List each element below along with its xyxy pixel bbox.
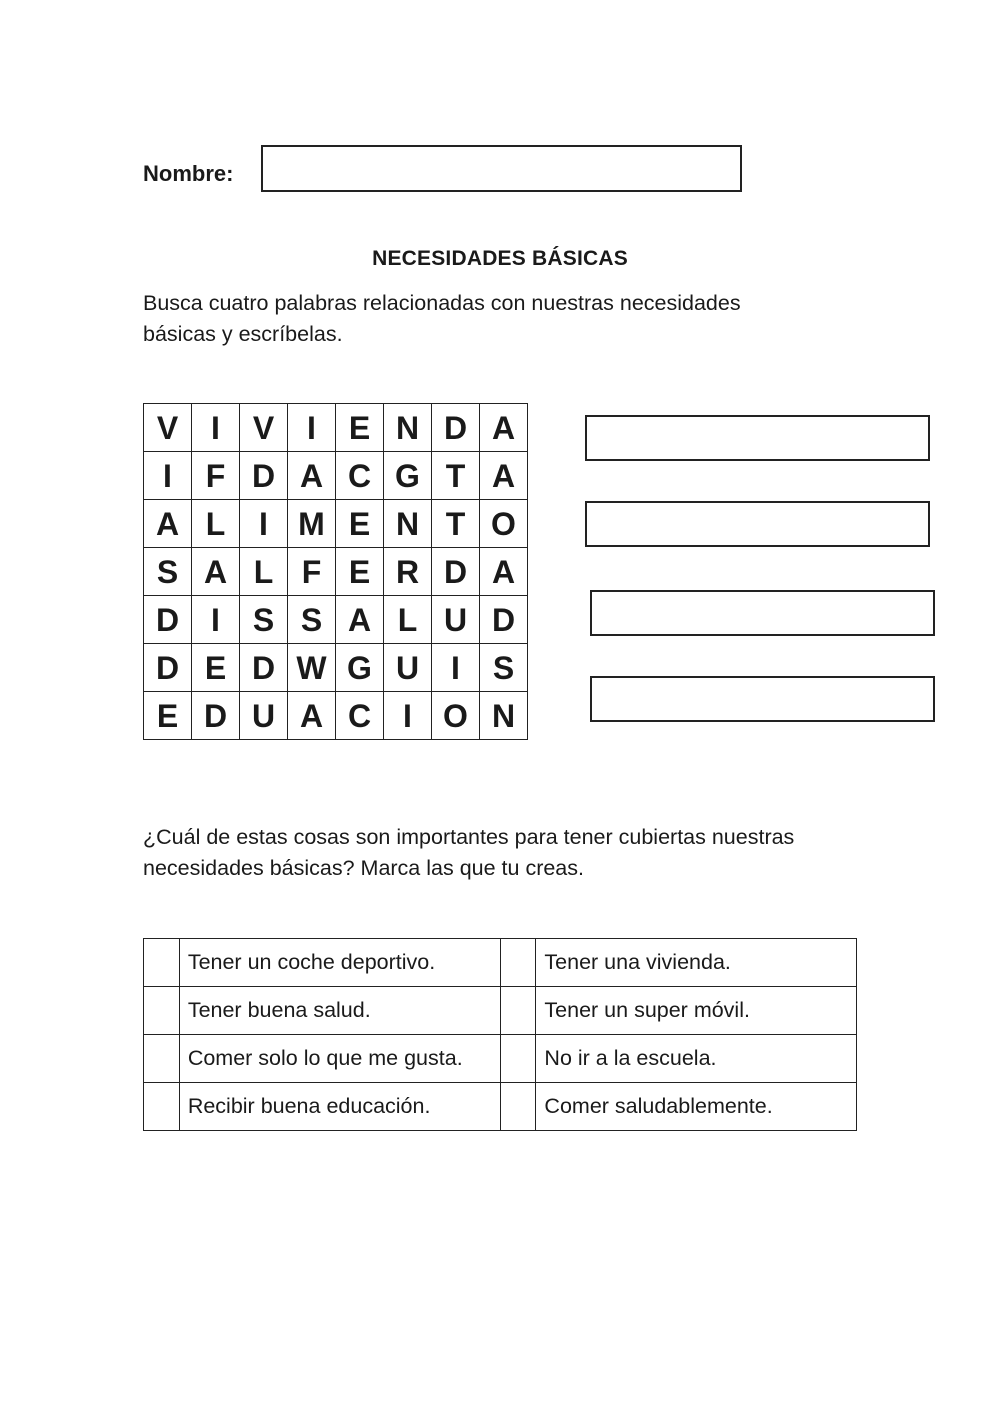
checklist-question: [143, 822, 883, 884]
answer-field-1[interactable]: [585, 415, 930, 461]
option-label: Tener un super móvil.: [536, 987, 857, 1035]
grid-letter[interactable]: V: [144, 404, 192, 452]
word-search-instructions: [143, 288, 883, 350]
grid-row: [144, 452, 528, 500]
grid-letter[interactable]: N: [480, 692, 528, 740]
word-search-grid: [143, 403, 528, 740]
option-checkbox[interactable]: [500, 1083, 536, 1131]
grid-letter[interactable]: O: [432, 692, 480, 740]
grid-letter[interactable]: E: [144, 692, 192, 740]
grid-letter[interactable]: I: [240, 500, 288, 548]
grid-row: [144, 548, 528, 596]
option-label: Tener una vivienda.: [536, 939, 857, 987]
grid-letter[interactable]: I: [144, 452, 192, 500]
question-line: ¿Cuál de estas cosas son importantes para tener cubiertas nuestras: [143, 825, 795, 849]
needs-checklist: [143, 938, 857, 1131]
worksheet-title: NECESIDADES BÁSICAS: [372, 247, 628, 270]
instruction-line: básicas y escríbelas.: [143, 322, 343, 346]
option-label: Tener buena salud.: [179, 987, 500, 1035]
grid-letter[interactable]: D: [144, 596, 192, 644]
grid-letter[interactable]: V: [240, 404, 288, 452]
option-checkbox[interactable]: [500, 1035, 536, 1083]
grid-letter[interactable]: T: [432, 452, 480, 500]
grid-row: [144, 404, 528, 452]
grid-letter[interactable]: U: [240, 692, 288, 740]
grid-letter[interactable]: S: [480, 644, 528, 692]
grid-letter[interactable]: A: [288, 452, 336, 500]
answer-field-2[interactable]: [585, 501, 930, 547]
answer-field-3[interactable]: [590, 590, 935, 636]
option-label: No ir a la escuela.: [536, 1035, 857, 1083]
grid-letter[interactable]: C: [336, 692, 384, 740]
grid-letter[interactable]: G: [336, 644, 384, 692]
grid-letter[interactable]: E: [336, 404, 384, 452]
option-label: Comer solo lo que me gusta.: [179, 1035, 500, 1083]
grid-letter[interactable]: D: [240, 644, 288, 692]
grid-letter[interactable]: L: [192, 500, 240, 548]
grid-letter[interactable]: U: [432, 596, 480, 644]
name-input[interactable]: [261, 145, 742, 192]
grid-letter[interactable]: S: [288, 596, 336, 644]
grid-letter[interactable]: O: [480, 500, 528, 548]
grid-letter[interactable]: A: [336, 596, 384, 644]
option-label: Tener un coche deportivo.: [179, 939, 500, 987]
grid-letter[interactable]: M: [288, 500, 336, 548]
grid-letter[interactable]: C: [336, 452, 384, 500]
option-checkbox[interactable]: [144, 1035, 180, 1083]
grid-letter[interactable]: A: [144, 500, 192, 548]
grid-letter[interactable]: I: [384, 692, 432, 740]
grid-letter[interactable]: D: [432, 548, 480, 596]
grid-letter[interactable]: L: [384, 596, 432, 644]
grid-letter[interactable]: N: [384, 404, 432, 452]
option-checkbox[interactable]: [500, 939, 536, 987]
grid-letter[interactable]: G: [384, 452, 432, 500]
grid-letter[interactable]: D: [432, 404, 480, 452]
instruction-line: Busca cuatro palabras relacionadas con nuestras necesidades: [143, 291, 741, 315]
grid-letter[interactable]: E: [336, 500, 384, 548]
question-line: necesidades básicas? Marca las que tu creas.: [143, 856, 584, 880]
grid-letter[interactable]: F: [288, 548, 336, 596]
grid-letter[interactable]: S: [240, 596, 288, 644]
grid-letter[interactable]: D: [192, 692, 240, 740]
grid-letter[interactable]: A: [288, 692, 336, 740]
grid-row: [144, 644, 528, 692]
grid-row: [144, 692, 528, 740]
grid-letter[interactable]: A: [192, 548, 240, 596]
grid-letter[interactable]: I: [192, 404, 240, 452]
option-checkbox[interactable]: [500, 987, 536, 1035]
checklist-row: [144, 987, 857, 1035]
option-checkbox[interactable]: [144, 1083, 180, 1131]
grid-letter[interactable]: I: [432, 644, 480, 692]
grid-letter[interactable]: E: [192, 644, 240, 692]
answer-field-4[interactable]: [590, 676, 935, 722]
grid-letter[interactable]: A: [480, 404, 528, 452]
grid-letter[interactable]: N: [384, 500, 432, 548]
grid-letter[interactable]: U: [384, 644, 432, 692]
grid-letter[interactable]: A: [480, 452, 528, 500]
grid-letter[interactable]: F: [192, 452, 240, 500]
name-label: Nombre:: [143, 161, 234, 186]
grid-letter[interactable]: I: [288, 404, 336, 452]
option-label: Recibir buena educación.: [179, 1083, 500, 1131]
grid-letter[interactable]: L: [240, 548, 288, 596]
checklist-row: [144, 1083, 857, 1131]
option-label: Comer saludablemente.: [536, 1083, 857, 1131]
option-checkbox[interactable]: [144, 987, 180, 1035]
grid-letter[interactable]: E: [336, 548, 384, 596]
grid-letter[interactable]: S: [144, 548, 192, 596]
checklist-row: [144, 1035, 857, 1083]
grid-letter[interactable]: R: [384, 548, 432, 596]
grid-letter[interactable]: D: [144, 644, 192, 692]
grid-letter[interactable]: D: [480, 596, 528, 644]
grid-letter[interactable]: A: [480, 548, 528, 596]
grid-row: [144, 596, 528, 644]
grid-letter[interactable]: I: [192, 596, 240, 644]
grid-letter[interactable]: D: [240, 452, 288, 500]
grid-letter[interactable]: W: [288, 644, 336, 692]
option-checkbox[interactable]: [144, 939, 180, 987]
checklist-row: [144, 939, 857, 987]
grid-row: [144, 500, 528, 548]
grid-letter[interactable]: T: [432, 500, 480, 548]
